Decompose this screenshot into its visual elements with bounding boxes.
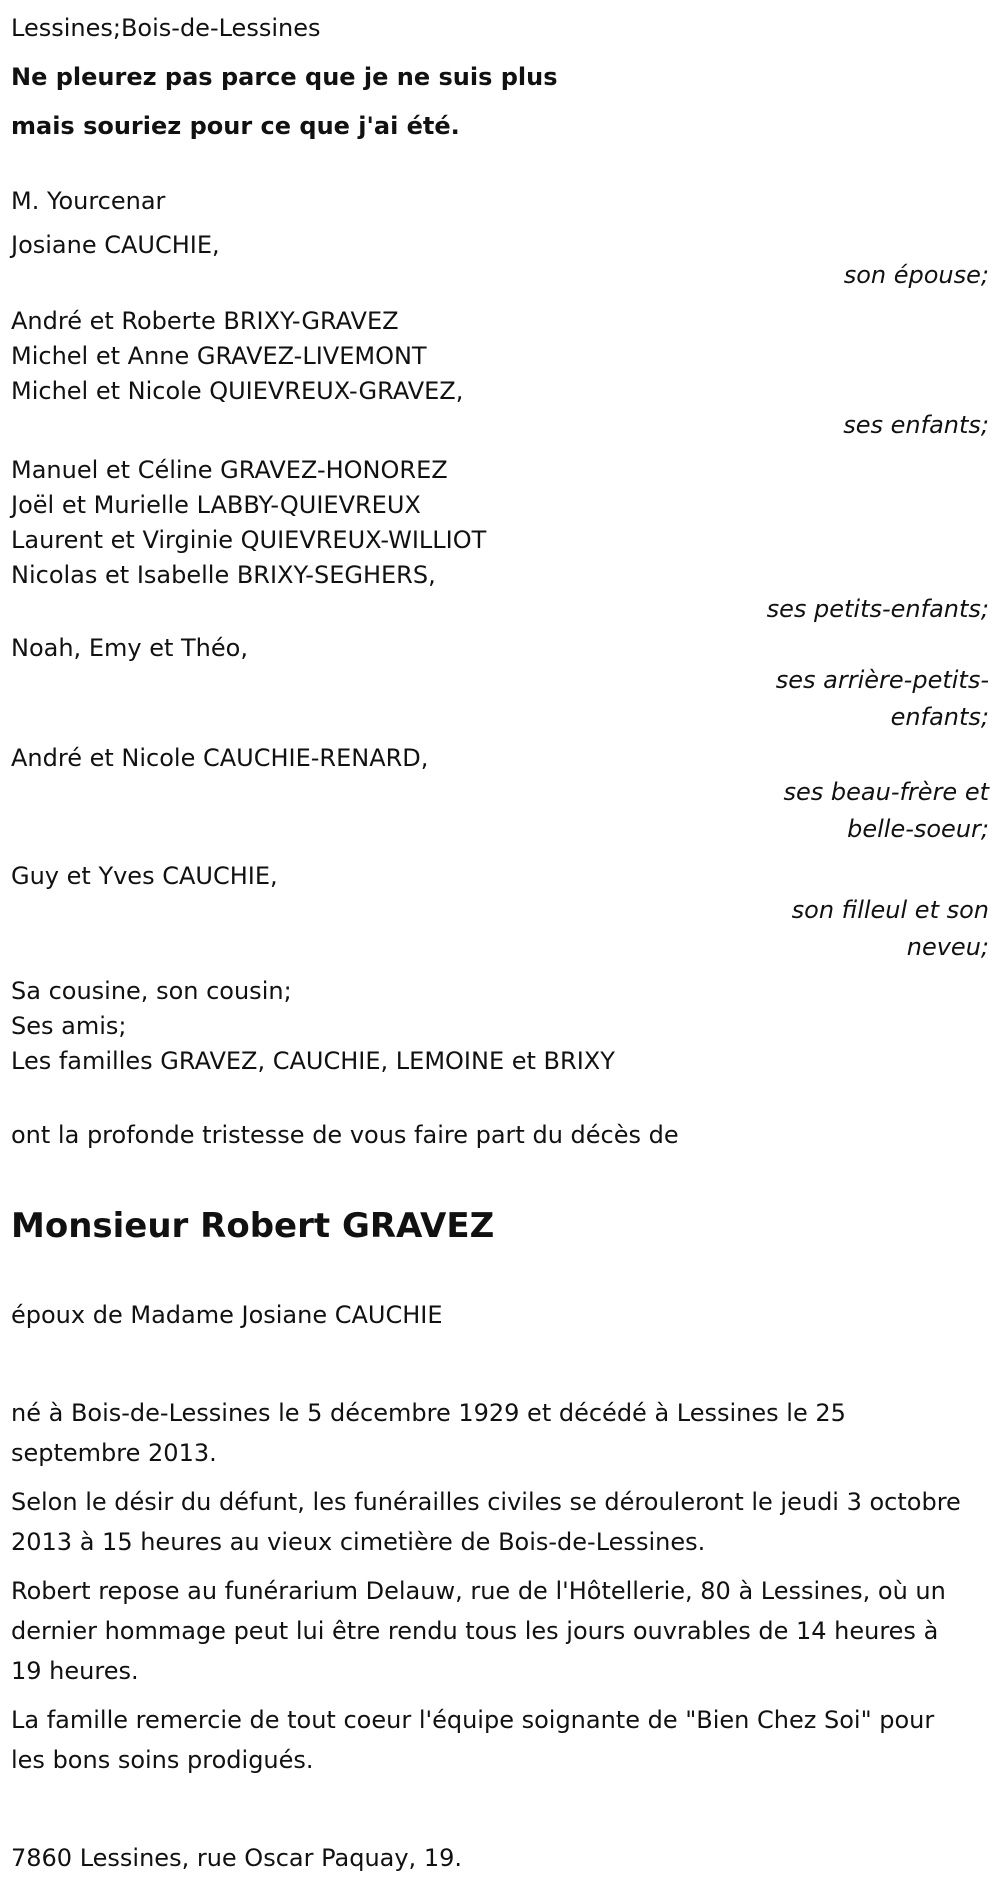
quote-author: M. Yourcenar [11,187,166,215]
family-relation [11,774,989,848]
relation-line: son filleul et son [791,896,989,924]
family-name: André et Nicole CAUCHIE-RENARD, [11,744,429,772]
family-name: André et Roberte BRIXY-GRAVEZ [11,307,399,335]
deceased-name: Monsieur Robert GRAVEZ [11,1206,495,1246]
relation-line: belle-soeur; [847,815,989,843]
family-group-great-grandchildren [11,628,1000,736]
funeral-paragraph: Selon le désir du défunt, les funérailles civiles se dérouleront le jeudi 3 octobre 2013 à 15 heures au vieux cimetière de Bois-de-Lessines. [11,1488,961,1556]
family-group-spouse [11,225,1000,294]
obituary-content [11,8,1000,1878]
family-name: Noah, Emy et Théo, [11,634,248,662]
deceased-spouse: époux de Madame Josiane CAUCHIE [11,1301,443,1329]
family-relation [11,892,989,966]
relation-line: ses enfants; [843,411,989,439]
location-line: Lessines;Bois-de-Lessines [11,14,321,42]
relation-line: ses beau-frère et [783,778,989,806]
relation-line: neveu; [906,933,989,961]
quote-line-1: Ne pleurez pas parce que je ne suis plus [11,63,558,91]
family-name: Joël et Murielle LABBY-QUIEVREUX [11,491,421,519]
relation-line: son épouse; [843,261,989,289]
family-name: Michel et Anne GRAVEZ-LIVEMONT [11,342,427,370]
family-relation [11,591,989,628]
other-relatives [11,974,1000,1079]
other-line: Les familles GRAVEZ, CAUCHIE, LEMOINE et BRIXY [11,1047,615,1075]
family-name: Manuel et Céline GRAVEZ-HONOREZ [11,456,448,484]
other-line: Sa cousine, son cousin; [11,977,292,1005]
family-name: Michel et Nicole QUIEVREUX-GRAVEZ, [11,377,464,405]
relation-line: enfants; [890,703,989,731]
family-group-in-laws [11,738,1000,848]
relation-line: ses arrière-petits- [775,666,989,694]
family-name: Josiane CAUCHIE, [11,231,220,259]
quote-line-2: mais souriez pour ce que j'ai été. [11,112,460,140]
other-line: Ses amis; [11,1012,127,1040]
family-group-grandchildren [11,453,1000,628]
family-relation [11,662,989,736]
family-name: Nicolas et Isabelle BRIXY-SEGHERS, [11,561,436,589]
family-name: Guy et Yves CAUCHIE, [11,862,278,890]
family-address: 7860 Lessines, rue Oscar Paquay, 19. [11,1844,462,1872]
family-group-godson-nephew [11,856,1000,966]
details-block [11,1393,971,1780]
thanks-paragraph: La famille remercie de tout coeur l'équipe soignante de "Bien Chez Soi" pour les bons soins prodigués. [11,1706,935,1774]
announcement-text: ont la profonde tristesse de vous faire part du décès de [11,1121,679,1149]
family-relation [11,407,989,444]
family-name: Laurent et Virginie QUIEVREUX-WILLIOT [11,526,487,554]
birth-death-paragraph: né à Bois-de-Lessines le 5 décembre 1929 et décédé à Lessines le 25 septembre 2013. [11,1399,846,1467]
family-group-children [11,304,1000,444]
funerarium-paragraph: Robert repose au funérarium Delauw, rue de l'Hôtellerie, 80 à Lessines, où un dernier hommage peut lui être rendu tous les jours ouvrables de 14 heures à 19 heures. [11,1577,946,1685]
relation-line: ses petits-enfants; [766,595,989,623]
